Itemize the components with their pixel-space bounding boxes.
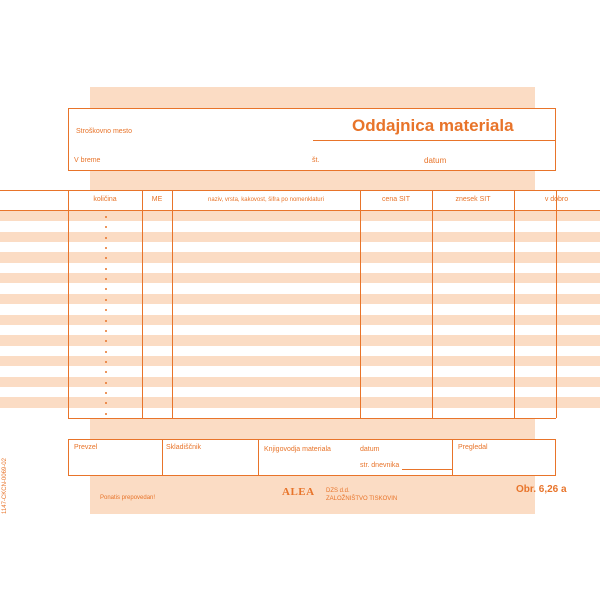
table-top-border	[0, 190, 600, 191]
charge-label: V breme	[74, 157, 101, 164]
column-header-credit: v dobro	[544, 196, 569, 203]
col-divider-2	[172, 190, 173, 418]
form-title: Oddajnica materiala	[352, 116, 514, 135]
form-number: Obr. 6,26 a	[516, 484, 567, 495]
col-divider-6	[556, 190, 557, 418]
vertical-form-code: 1147-CKCN-0069-02	[2, 458, 8, 514]
quantity-decimal-dot	[105, 299, 107, 301]
sig-divider-1	[162, 439, 163, 476]
table-bottom-border	[68, 418, 556, 419]
column-header-quantity: količina	[93, 196, 117, 203]
table-row-stripe	[0, 397, 600, 407]
number-label: št.	[312, 157, 320, 164]
sig-divider-3	[452, 439, 453, 476]
sig-divider-2	[258, 439, 259, 476]
title-underline	[313, 140, 556, 141]
table-row-stripe	[0, 377, 600, 387]
quantity-decimal-dot	[105, 237, 107, 239]
quantity-decimal-dot	[105, 216, 107, 218]
col-divider-4	[432, 190, 433, 418]
column-header-amount: znesek SIT	[455, 196, 491, 203]
col-divider-0	[68, 190, 69, 418]
quantity-decimal-dot	[105, 351, 107, 353]
reprint-notice: Ponatis prepovedan!	[100, 495, 156, 501]
quantity-decimal-dot	[105, 382, 107, 384]
table-row-stripe	[0, 335, 600, 345]
table-row-stripe	[0, 273, 600, 283]
journal-page-underline	[402, 469, 452, 470]
col-divider-1	[142, 190, 143, 418]
date-label: datum	[424, 156, 447, 165]
storekeeper-label: Skladiščnik	[166, 444, 202, 451]
quantity-decimal-dot	[105, 392, 107, 394]
table-row-stripe	[0, 294, 600, 304]
column-header-price: cena SIT	[381, 196, 410, 203]
quantity-decimal-dot	[105, 268, 107, 270]
received-label: Prevzel	[74, 444, 98, 451]
signature-date-label: datum	[360, 446, 380, 453]
bookkeeper-label: Knjigovodja materiala	[264, 446, 331, 453]
column-header-description: naziv, vrsta, kakovost, šifra po nomenklaturi	[208, 197, 324, 203]
table-row-stripe	[0, 211, 600, 221]
col-divider-5	[514, 190, 515, 418]
column-header-unit: ME	[151, 196, 163, 203]
col-divider-3	[360, 190, 361, 418]
journal-page-label: str. dnevnika	[360, 462, 400, 469]
cost-center-label: Stroškovno mesto	[76, 128, 133, 135]
table-row-stripe	[0, 356, 600, 366]
publisher-line1: DZS d.d.	[326, 488, 350, 494]
table-header-border	[0, 210, 600, 211]
reviewed-label: Pregledal	[458, 444, 488, 451]
quantity-decimal-dot	[105, 361, 107, 363]
quantity-decimal-dot	[105, 413, 107, 415]
quantity-decimal-dot	[105, 330, 107, 332]
alea-logo: ALEA	[282, 486, 315, 498]
publisher-line2: ZALOŽNIŠTVO TISKOVIN	[326, 496, 398, 502]
table-row-stripe	[0, 315, 600, 325]
table-row-stripe	[0, 232, 600, 242]
quantity-decimal-dot	[105, 320, 107, 322]
table-row-stripe	[0, 252, 600, 262]
